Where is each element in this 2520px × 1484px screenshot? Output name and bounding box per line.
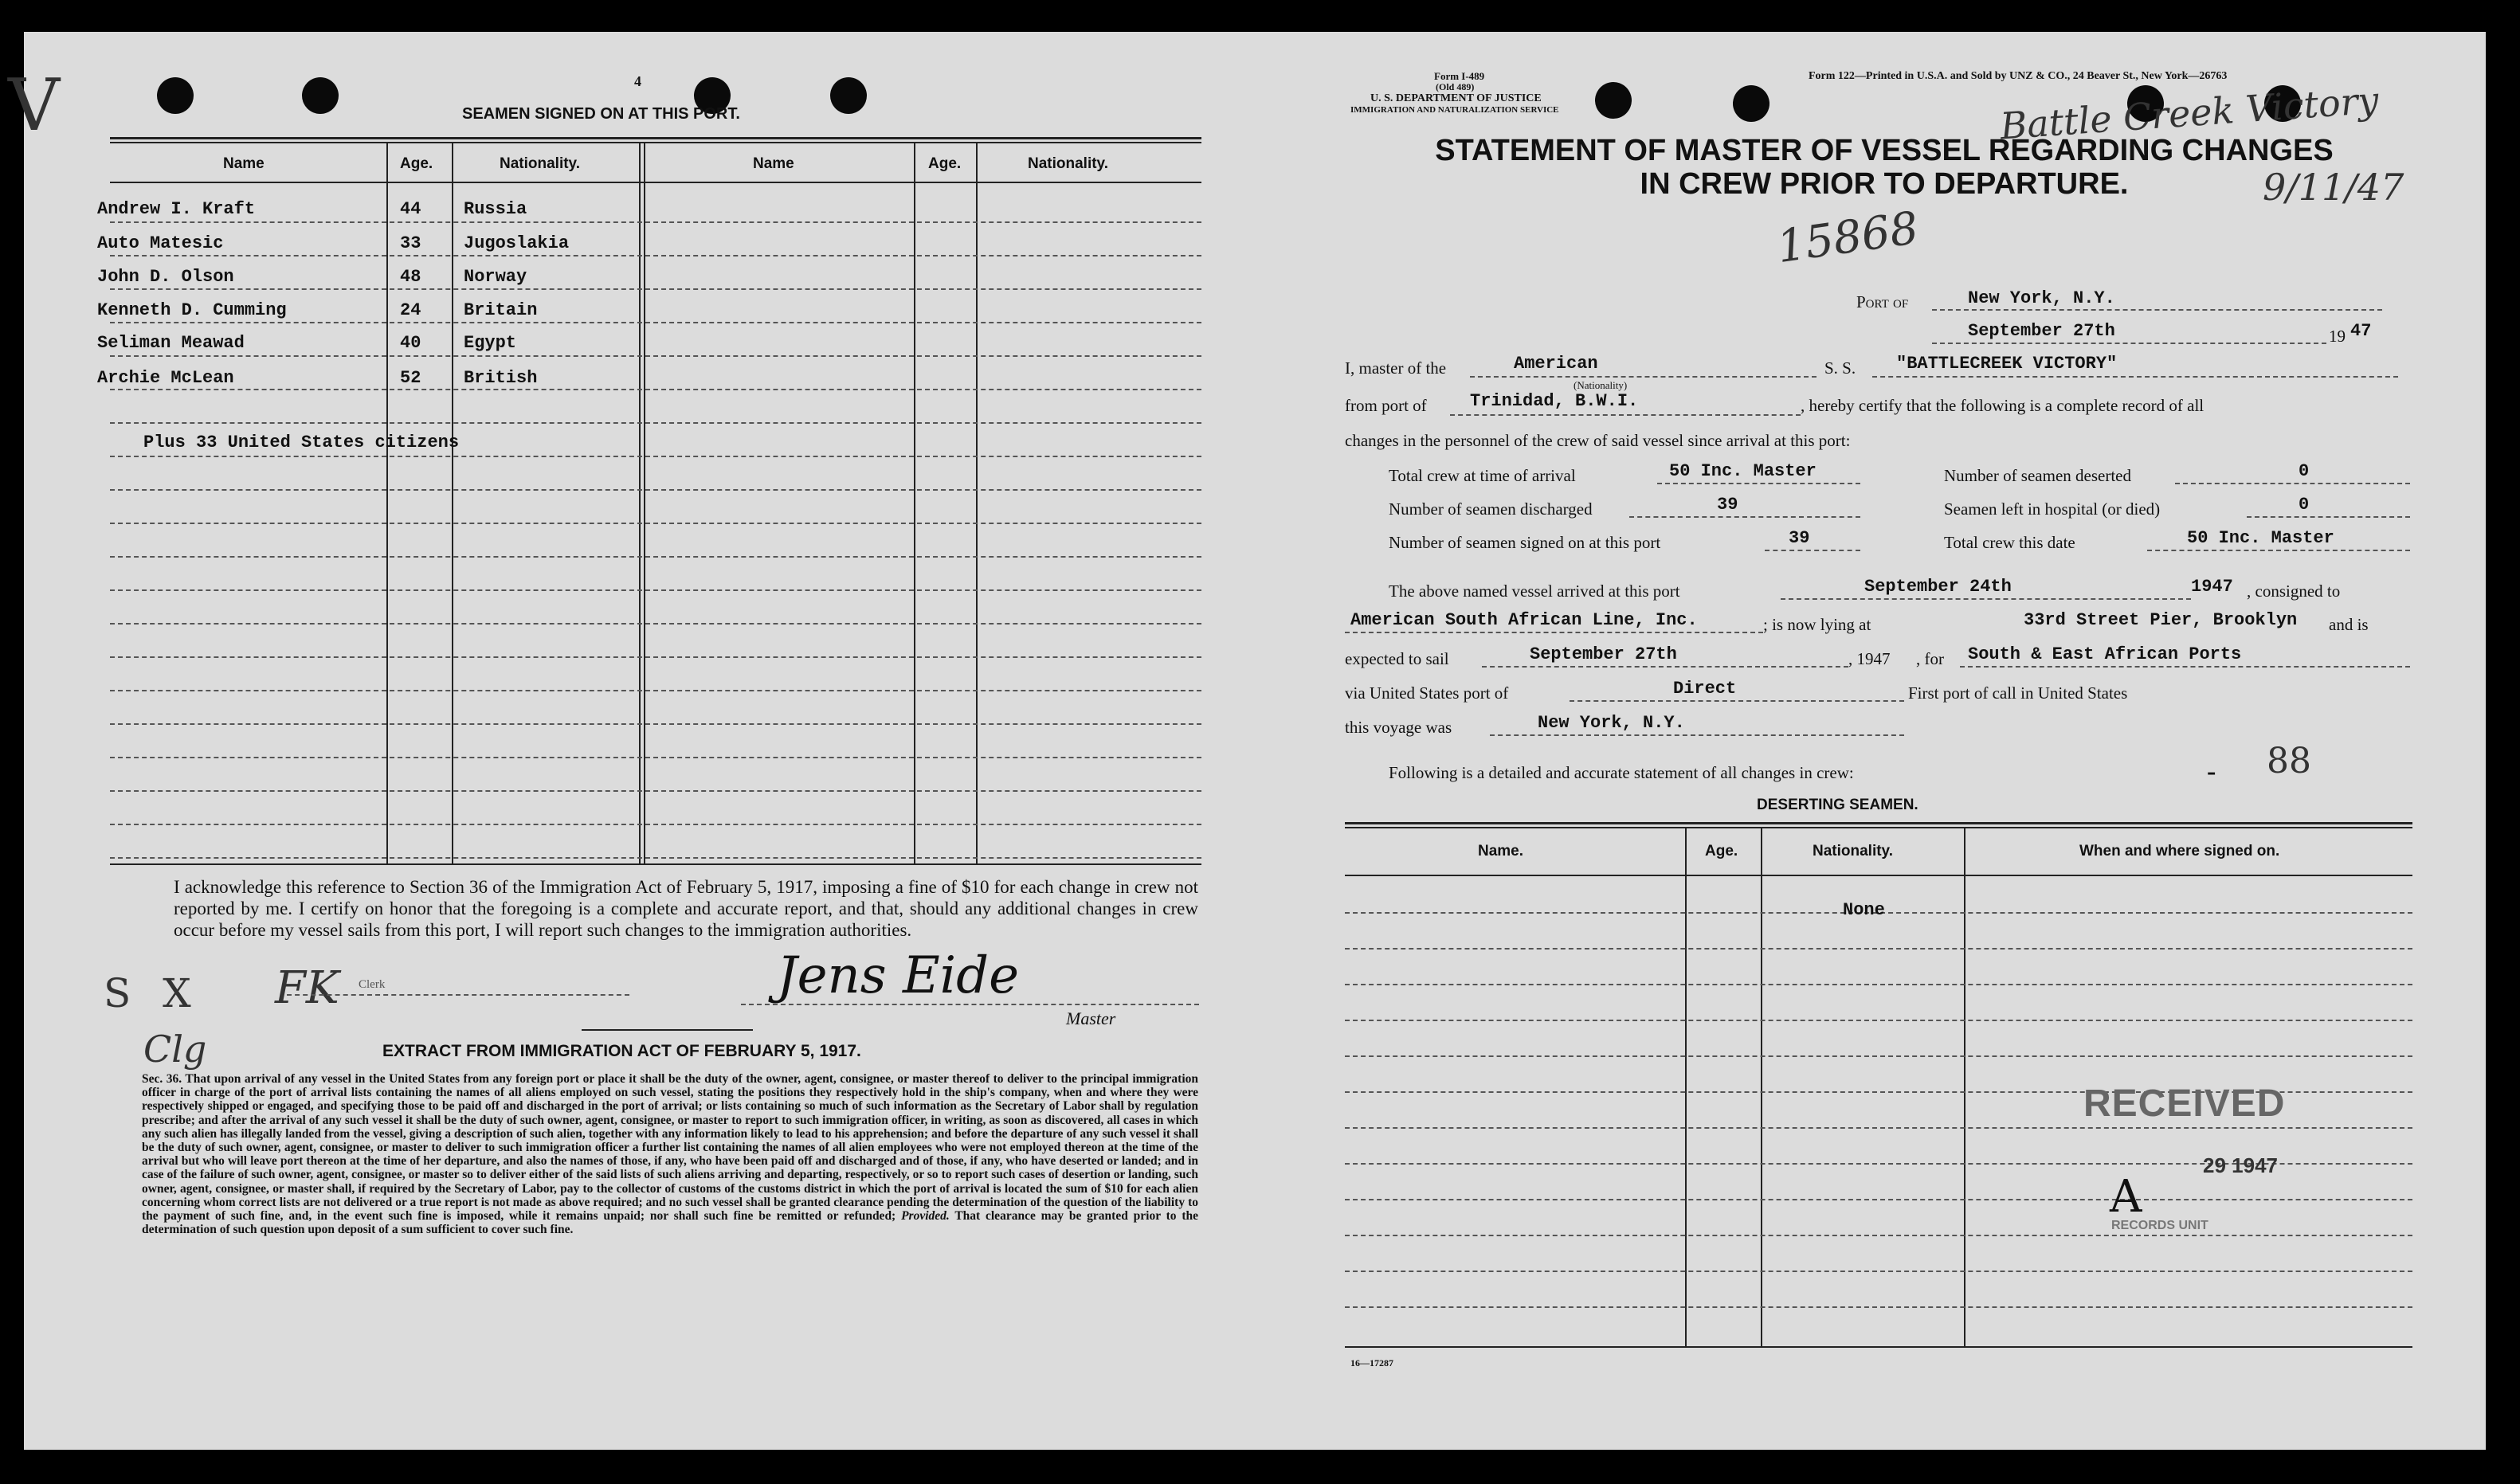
form-title-line1: STATEMENT OF MASTER OF VESSEL REGARDING CHANGES bbox=[1435, 134, 2334, 167]
seaman-nationality: Russia bbox=[464, 199, 527, 219]
this-voyage-label: this voyage was bbox=[1345, 718, 1452, 737]
certify-text: , hereby certify that the following is a complete record of all bbox=[1801, 396, 2205, 415]
master-of-the-label: I, master of the bbox=[1345, 358, 1447, 378]
total-crew-date-label: Total crew this date bbox=[1944, 533, 2075, 552]
plus-citizens-note: Plus 33 United States citizens bbox=[143, 433, 460, 452]
handwritten-vessel-name: Battle Creek Victory bbox=[1998, 78, 2381, 148]
lying-label: ; is now lying at bbox=[1763, 615, 1871, 634]
seaman-name: Auto Matesic bbox=[97, 233, 224, 253]
seaman-nationality: Britain bbox=[464, 300, 538, 320]
document-sheet bbox=[8, 32, 2486, 1450]
acknowledgement-text: I acknowledge this reference to Section 36 of the Immigration Act of February 5, 1917, imposing a fine of $10 for each change in crew not reported by me. I certify on honor that the foregoing is a complete and accurate report, and that, should any additional changes in crew occur before my vessel sails from this port, I will report such changes to the immigration authorities. bbox=[174, 877, 1198, 940]
handwritten-mark: A bbox=[2110, 1171, 2142, 1223]
signed-on-label: Number of seamen signed on at this port bbox=[1389, 533, 1661, 552]
column-header-nationality: Nationality. bbox=[500, 155, 580, 172]
for-label: , for bbox=[1916, 649, 1944, 668]
arrived-value: September 24th bbox=[1864, 577, 2012, 597]
form-number: Form I-489 bbox=[1434, 70, 1485, 82]
hospital-value: 0 bbox=[2299, 495, 2310, 515]
via-value: Direct bbox=[1673, 679, 1737, 699]
none-value: None bbox=[1843, 900, 1885, 920]
dash-mark: - bbox=[2207, 757, 2216, 786]
total-crew-arrival-value: 50 Inc. Master bbox=[1669, 461, 1817, 481]
total-crew-date-value: 50 Inc. Master bbox=[2187, 528, 2334, 548]
changes-text: changes in the personnel of the crew of said vessel since arrival at this port: bbox=[1345, 431, 1851, 450]
port-value: New York, N.Y. bbox=[1968, 288, 2115, 308]
column-header-when-where: When and where signed on. bbox=[2079, 843, 2280, 859]
first-port-label: First port of call in United States bbox=[1908, 683, 2128, 703]
expected-year: , 1947 bbox=[1848, 649, 1891, 668]
section-title: SEAMEN SIGNED ON AT THIS PORT. bbox=[462, 105, 740, 123]
expected-value: September 27th bbox=[1530, 644, 1677, 664]
law-text-block bbox=[142, 1072, 1198, 1236]
handwritten-clg: Clg bbox=[143, 1028, 207, 1071]
extract-title: EXTRACT FROM IMMIGRATION ACT OF FEBRUARY 5, 1917. bbox=[382, 1042, 861, 1060]
printer-line: Form 122—Printed in U.S.A. and Sold by UNZ & CO., 24 Beaver St., New York—26763 bbox=[1809, 70, 2228, 82]
lying-value: 33rd Street Pier, Brooklyn bbox=[2024, 610, 2298, 630]
discharged-value: 39 bbox=[1717, 495, 1738, 515]
seaman-nationality: Norway bbox=[464, 267, 527, 287]
expected-label: expected to sail bbox=[1345, 649, 1449, 668]
seaman-age: 48 bbox=[400, 267, 421, 287]
check-mark: V bbox=[8, 64, 60, 147]
seaman-age: 33 bbox=[400, 233, 421, 253]
seaman-name: Seliman Meawad bbox=[97, 333, 245, 353]
vessel-nationality: American bbox=[1514, 354, 1598, 374]
column-header-nationality: Nationality. bbox=[1028, 155, 1108, 172]
following-text: Following is a detailed and accurate statement of all changes in crew: bbox=[1389, 763, 1854, 782]
punch-hole bbox=[830, 77, 867, 114]
seaman-age: 52 bbox=[400, 368, 421, 388]
arrived-label: The above named vessel arrived at this port bbox=[1389, 581, 1680, 601]
master-signature: Jens Eide bbox=[777, 946, 1019, 1005]
form-title-line2: IN CREW PRIOR TO DEPARTURE. bbox=[1640, 167, 2129, 201]
master-label: Master bbox=[1066, 1008, 1116, 1028]
column-header-age: Age. bbox=[400, 155, 433, 172]
port-label: Port of bbox=[1856, 292, 1909, 311]
consignee: American South African Line, Inc. bbox=[1350, 610, 1698, 630]
total-crew-arrival-label: Total crew at time of arrival bbox=[1389, 466, 1576, 485]
column-header-name: Name bbox=[223, 155, 265, 172]
nationality-label: (Nationality) bbox=[1574, 379, 1628, 391]
service-name: IMMIGRATION AND NATURALIZATION SERVICE bbox=[1350, 105, 1559, 115]
column-header-nationality: Nationality. bbox=[1813, 843, 1893, 859]
punch-hole bbox=[1595, 82, 1632, 119]
column-header-name: Name bbox=[753, 155, 794, 172]
from-port-label: from port of bbox=[1345, 396, 1427, 415]
deserting-title: DESERTING SEAMEN. bbox=[1757, 797, 1918, 813]
and-is-label: and is bbox=[2329, 615, 2369, 634]
page-number: 4 bbox=[634, 73, 641, 89]
seaman-name: Andrew I. Kraft bbox=[97, 199, 256, 219]
footer-code: 16—17287 bbox=[1350, 1357, 1393, 1368]
vessel-name: "BATTLECREEK VICTORY" bbox=[1896, 354, 2118, 374]
file-number: 15868 bbox=[1773, 202, 1922, 274]
deserted-label: Number of seamen deserted bbox=[1944, 466, 2131, 485]
clerk-label: Clerk bbox=[359, 978, 386, 991]
seaman-nationality: British bbox=[464, 368, 538, 388]
received-stamp-date: 29 1947 bbox=[2203, 1153, 2278, 1177]
seaman-name: Kenneth D. Cumming bbox=[97, 300, 287, 320]
via-label: via United States port of bbox=[1345, 683, 1509, 703]
received-stamp: RECEIVED bbox=[2083, 1083, 2286, 1125]
seaman-age: 40 bbox=[400, 333, 421, 353]
consigned-label: , consigned to bbox=[2247, 581, 2341, 601]
seaman-nationality: Jugoslakia bbox=[464, 233, 570, 253]
form-old-number: (Old 489) bbox=[1436, 81, 1475, 92]
ss-label: S. S. bbox=[1824, 358, 1856, 378]
destination: South & East African Ports bbox=[1968, 644, 2242, 664]
punch-hole bbox=[157, 77, 194, 114]
seaman-age: 44 bbox=[400, 199, 421, 219]
punch-hole bbox=[1733, 85, 1769, 122]
column-header-age: Age. bbox=[1705, 843, 1738, 859]
seaman-age: 24 bbox=[400, 300, 421, 320]
from-port-value: Trinidad, B.W.I. bbox=[1470, 391, 1639, 411]
seaman-name: John D. Olson bbox=[97, 267, 234, 287]
deserted-value: 0 bbox=[2299, 461, 2310, 481]
count-mark: 88 bbox=[2267, 741, 2311, 781]
received-stamp-unit: RECORDS UNIT bbox=[2111, 1219, 2208, 1232]
law-text: Sec. 36. That upon arrival of any vessel in the United States from any foreign port or place it shall be the duty of the owner, agent, consignee, or master thereof to deliver to the principal immigration officer in charge of the port of arrival lists containing the names of all aliens employed on such vessel, stating the positions they respectively hold in the ship's company, when and where they were respectively shipped or engaged, and specifying those to be paid off and discharged in the port of arrival; or lists containing so much of such information as the Secretary of Labor shall by regulation prescribe; and after the arrival of any such vessel it shall be the duty of such owner, agent, consignee, or master to report to such immigration officer, in writing, as soon as discovered, all cases in which any such alien has illegally landed from the vessel, giving a description of such alien, together with any information likely to lead to his apprehension; and before the departure of any such vessel it shall be the duty of such owner, agent, consignee, or master to deliver to such immigration officer a further list containing the names of all alien employees who were not employed thereon at the time of the arrival but who will leave port thereon at the time of her departure, and also the names of those, if any, who have been paid off and discharged and of those, if any, who have deserted or landed; and in case of the failure of such owner, agent, consignee, or master so to deliver either of the said lists of such aliens arriving and departing, respectively, or so to report such cases of desertion or landing, such owner, agent, consignee, or master shall, if required by the Secretary of Labor, pay to the collector of customs of the customs district in which the port of arrival is located the sum of $10 for each alien concerning whom correct lists are not delivered or a true report is not made as above required; and no such vessel shall be granted clearance pending the determination of the question of the liability to the payment of such fine, and, in the event such fine is imposed, while it remains unpaid; nor shall such fine be remitted or refunded; bbox=[142, 1072, 1198, 1224]
seaman-name: Archie McLean bbox=[97, 368, 234, 388]
column-header-name: Name. bbox=[1478, 843, 1524, 859]
year-prefix: 19 bbox=[2329, 327, 2346, 346]
seaman-nationality: Egypt bbox=[464, 333, 517, 353]
law-provided: Provided. bbox=[901, 1209, 950, 1224]
date-value: September 27th bbox=[1968, 321, 2115, 341]
arrived-year: 1947 bbox=[2191, 577, 2233, 597]
punch-hole bbox=[302, 77, 339, 114]
column-header-age: Age. bbox=[928, 155, 962, 172]
law-tail: That clearance may be granted prior to the determination of such question upon deposit of a sum sufficient to cover such fine. bbox=[142, 1209, 1199, 1237]
discharged-label: Number of seamen discharged bbox=[1389, 499, 1593, 519]
department-name: U. S. DEPARTMENT OF JUSTICE bbox=[1370, 92, 1542, 104]
handwritten-date: 9/11/47 bbox=[2263, 166, 2404, 209]
hospital-label: Seamen left in hospital (or died) bbox=[1944, 499, 2161, 519]
handwritten-initials: FK bbox=[275, 962, 339, 1014]
signed-on-value: 39 bbox=[1789, 528, 1810, 548]
this-voyage-value: New York, N.Y. bbox=[1538, 713, 1685, 733]
handwritten-sx: S X bbox=[104, 970, 201, 1016]
year-value: 47 bbox=[2350, 321, 2372, 341]
